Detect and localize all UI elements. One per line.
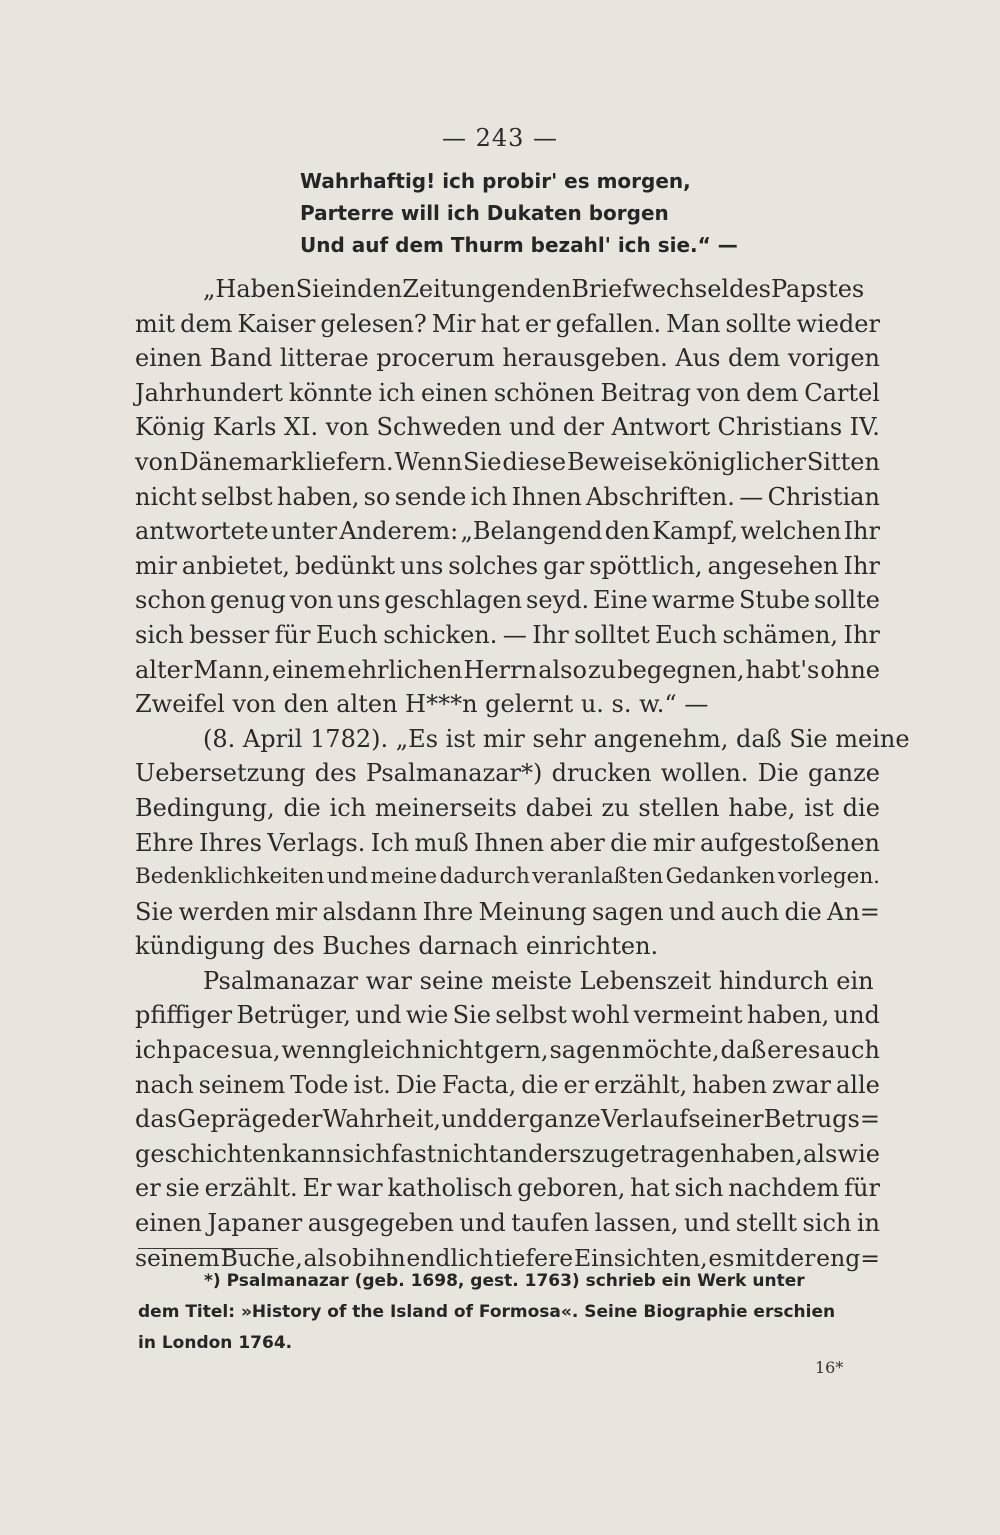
text-line: ich pace sua, wenngleich nicht gern, sagen möchte, daß er es auch — [135, 1036, 880, 1065]
text-line: pfiffiger Betrüger, und wie Sie selbst wohl vermeint haben, und — [135, 1001, 880, 1030]
text-line: er sie erzählt. Er war katholisch geboren, hat sich nachdem für — [135, 1174, 880, 1203]
text-line: das Gepräge der Wahrheit, und der ganze Verlauf seiner Betrugs= — [135, 1105, 880, 1134]
text-line: sich besser für Euch schicken. — Ihr solltet Euch schämen, Ihr — [135, 620, 880, 649]
footnote-divider — [138, 1248, 278, 1249]
text-line: Psalmanazar war seine meiste Lebenszeit hindurch ein — [203, 966, 874, 995]
text-line: Zweifel von den alten H***n gelernt u. s. w.“ — — [135, 690, 709, 719]
footnote-line: in London 1764. — [138, 1333, 293, 1353]
text-line: mir anbietet, bedünkt uns solches gar spöttlich, angesehen Ihr — [135, 551, 880, 580]
text-line: schon genug von uns geschlagen seyd. Eine warme Stube sollte — [135, 586, 880, 615]
text-line: Ehre Ihres Verlags. Ich muß Ihnen aber die mir aufgestoßenen — [135, 828, 880, 857]
footnote-line: *) Psalmanazar (geb. 1698, gest. 1763) schrieb ein Werk unter — [204, 1271, 805, 1291]
footnote — [138, 1266, 883, 1359]
text-line: kündigung des Buches darnach einrichten. — [135, 932, 659, 961]
text-line: Uebersetzung des Psalmanazar*) drucken wollen. Die ganze — [135, 759, 880, 788]
text-line: geschichten kann sich fast nicht anders zugetragen haben, als wie — [135, 1139, 880, 1168]
verse-block — [300, 165, 900, 261]
text-line: antwortete unter Anderem: „Belangend den Kampf, welchen Ihr — [135, 517, 880, 546]
text-line: Bedenklichkeiten und meine dadurch veranlaßten Gedanken vorlegen. — [135, 864, 880, 890]
text-line: „Haben Sie in den Zeitungen den Briefwechsel des Papstes — [203, 275, 865, 303]
body-text — [135, 272, 910, 1275]
text-line: Sie werden mir alsdann Ihre Meinung sagen und auch die An= — [135, 897, 880, 926]
text-line: seinem Buche, als ob ihn endlich tiefere Einsichten, es mit der eng= — [135, 1243, 880, 1272]
signature-mark: 16* — [815, 1358, 844, 1377]
text-line: einen Band litterae procerum herausgeben. Aus dem vorigen — [135, 344, 880, 373]
verse-line: Parterre will ich Dukaten borgen — [300, 201, 669, 225]
text-line: alter Mann, einem ehrlichen Herrn also zu begegnen, habt's ohne — [135, 655, 880, 684]
verse-line: Wahrhaftig! ich probir' es morgen, — [300, 169, 691, 193]
text-line: von Dänemark liefern. Wenn Sie diese Beweise königlicher Sitten — [135, 447, 880, 476]
verse-line: Und auf dem Thurm bezahl' ich sie.“ — — [300, 233, 738, 257]
text-line: Jahrhundert könnte ich einen schönen Beitrag von dem Cartel — [135, 378, 880, 407]
text-line: nicht selbst haben, so sende ich Ihnen Abschriften. — Christian — [135, 482, 880, 511]
text-line: Bedingung, die ich meinerseits dabei zu stellen habe, ist die — [135, 793, 880, 822]
text-line: einen Japaner ausgegeben und taufen lassen, und stellt sich in — [135, 1209, 880, 1238]
text-line: mit dem Kaiser gelesen? Mir hat er gefallen. Man sollte wieder — [135, 309, 880, 338]
text-line: nach seinem Tode ist. Die Facta, die er erzählt, haben zwar alle — [135, 1070, 880, 1099]
text-line: (8. April 1782). „Es ist mir sehr angenehm, daß Sie meine — [203, 724, 910, 753]
text-line: König Karls XI. von Schweden und der Antwort Christians IV. — [135, 413, 880, 442]
footnote-line: dem Titel: »History of the Island of Formosa«. Seine Biographie erschien — [138, 1302, 836, 1322]
page-number: — 243 — — [441, 124, 559, 152]
